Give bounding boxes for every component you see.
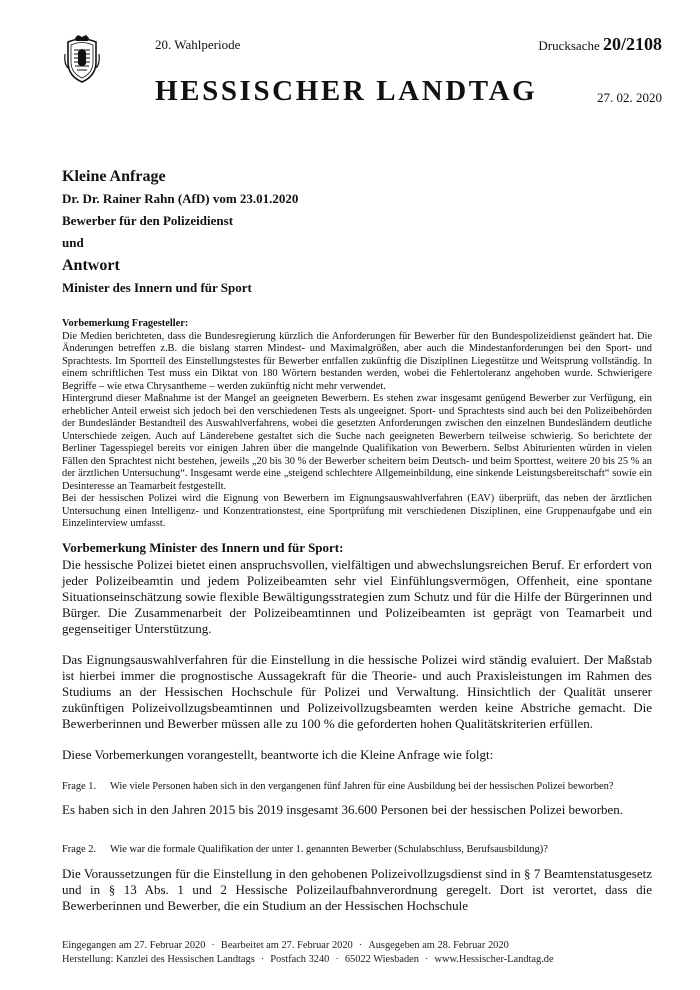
footer-edited: Bearbeitet am 27. Februar 2020: [220, 940, 353, 951]
preface-minister-paragraph-3: Diese Vorbemerkungen vorangestellt, beantworte ich die Kleine Anfrage wie folgt:: [62, 746, 494, 762]
question-2: [62, 844, 652, 857]
document-date: 27. 02. 2020: [597, 90, 662, 105]
answer-2: Die Voraussetzungen für die Einstellung in den gehobenen Polizeivollzugsdienst sind in § 7 Beamtenstatusgesetz und in § 13 Abs. 1 und 2 Hessische Polizeilaufbahnverordnung geregelt. Dort ist verortet, dass die Bewerberinnen und Bewerber, die ein Studium an der Hessischen Hochschule: [62, 865, 652, 913]
hesse-coat-of-arms-icon: [62, 34, 102, 84]
footer-separator: ·: [211, 940, 215, 951]
footer-postbox: Postfach 3240: [270, 954, 330, 965]
footer-received: Eingegangen am 27. Februar 2020: [62, 940, 206, 951]
footer-issued: Ausgegeben am 28. Februar 2020: [368, 940, 509, 951]
footer-separator: ·: [358, 940, 363, 951]
question-1-number: Frage 1.: [62, 780, 97, 792]
document-and: und: [62, 235, 84, 250]
minister-title: Minister des Innern und für Sport: [62, 280, 252, 295]
preface-minister-label: Vorbemerkung Minister des Innern und für Sport:: [62, 539, 344, 555]
preface-questioner-label: Vorbemerkung Fragesteller:: [62, 318, 189, 329]
footer-city: 65022 Wiesbaden: [344, 954, 419, 965]
legislative-period: 20. Wahlperiode: [155, 37, 241, 52]
footer-website[interactable]: www.Hessischer-Landtag.de: [434, 954, 554, 965]
footer-separator: ·: [335, 954, 339, 965]
question-2-text: Wie war die formale Qualifikation der unter 1. genannten Bewerber (Schulabschluss, Berufsausbildung)?: [110, 844, 548, 855]
question-1: [62, 781, 652, 794]
preface-minister: [62, 540, 652, 763]
preface-questioner-paragraph-1: Die Medien berichteten, dass die Bundesregierung kürzlich die Anforderungen für Bewerber für den Bundespolizeidienst geändert hat. Die Änderungen betreffen z.B. die bislang starren Mindest- und Maximalgrößen, aber auch die Mindestanforderungen bei den Sport- und Sprachtests. Im Sportteil des Einstellungstestes für Bewerber entfallen zukünftig die Disziplinen Liegestütze und Weitsprung vollständig. In einem schriftlichen Test muss ein Diktat von 180 Wörtern bestanden werden, wobei die Fehlertoleranz angehoben wurde. Schwierigere Begriffe – wie etwa Chrysantheme – werden zukünftig nicht mehr verwendet.: [62, 330, 652, 392]
document-body: [62, 318, 652, 914]
footer-dates: [62, 939, 554, 953]
document-subject: Bewerber für den Polizeidienst: [62, 213, 234, 228]
document-footer: [62, 939, 554, 967]
preface-minister-paragraph-2: Das Eignungsauswahlverfahren für die Einstellung in die hessische Polizei wird ständig evaluiert. Der Maßstab ist hierbei immer die prognostische Aussagekraft für die Theorie- und auch Praxisleistungen im Rahmen des Studiums an der Hessischen Hochschule für Polizei und Verwaltung. Hinsichtlich der Qualität unserer zukünftigen Polizeivollzugsbeamtinnen und Polizeivollzugsbeamten werden keine Abstriche gemacht. Die Bewerberinnen und Bewerber müssen alle zu 100 % die geforderten hohen Qualitätskriterien erfüllen.: [62, 651, 652, 731]
footer-separator: ·: [425, 954, 429, 965]
drucksache: [538, 34, 662, 55]
answer-heading: Antwort: [62, 257, 120, 274]
footer-production: Herstellung: Kanzlei des Hessischen Landtags: [62, 954, 255, 965]
preface-minister-paragraph-1: Die hessische Polizei bietet einen anspruchsvollen, vielfältigen und abwechslungsreichen Beruf. Er erfordert von jeder Polizeibeamtin und jedem Polizeibeamten sehr viel Einfühlungsvermögen, Offenheit, eine spontane Situationseinschätzung sowie flexible Bewältigungsstrategien zum Schutz und für die Hilfe der Bürgerinnen und Bürger. Die Zusammenarbeit der Polizeibeamtinnen und Polizeibeamten ist geprägt von Teamarbeit und gegenseitiger Unterstützung.: [62, 556, 652, 636]
drucksache-label: Drucksache: [538, 38, 600, 53]
document-heading: [62, 168, 652, 302]
question-1-text: Wie viele Personen haben sich in den vergangenen fünf Jahren für eine Ausbildung bei der hessischen Polizei beworben?: [110, 780, 614, 792]
preface-questioner-paragraph-2: Hintergrund dieser Maßnahme ist der Mangel an geeigneten Bewerbern. Es stehen zwar insgesamt genügend Bewerber zur Verfügung, ein erheblicher Anteil erweist sich jedoch bei den verschiedenen Tests als ungeeignet. Sport- und Sprachtests sind auch bei den Polizeibehörden der Bundesländer Bestandteil des Auswahlverfahrens, wobei die gesetzten Anforderungen zwischen den einzelnen Bundesländern deutliche Unterschiede zeigen. Auch auf Länderebene gestaltet sich die Suche nach geeigneten Bewerbern teilweise schwierig. So berichtete der Berliner Tagesspiegel bereits vor einigen Jahren über die mangelnde Qualifikation von Bewerbern. Selbst Abiturienten würden in vielen Fällen den Sprachtest nicht bestehen, jeweils „20 bis 30 % der Bewerber scheitern beim Deutsch- und beim Sporttest, weitere 20 bis 25 % an der ärztlichen Untersuchung“. Insgesamt werde eine „steigend schlechtere Allgemeinbildung, eine sinkende Leistungsbereitschaft“ sowie ein Desinteresse an Teamarbeit festgestellt.: [62, 393, 652, 492]
parliament-name: HESSISCHER LANDTAG: [155, 75, 538, 107]
question-2-number: Frage 2.: [62, 844, 97, 855]
footer-separator: ·: [260, 954, 265, 965]
preface-questioner-paragraph-3: Bei der hessischen Polizei wird die Eignung von Bewerbern im Eignungsauswahlverfahren (EAV) überprüft, das neben der ärztlichen Untersuchung einen Intelligenz- und Konzentrationstest, eine Sportprüfung mit verschiedenen Disziplinen, eine Gruppenaufgabe und ein Einzelinterview umfasst.: [62, 493, 652, 529]
document-author: Dr. Dr. Rainer Rahn (AfD) vom 23.01.2020: [62, 191, 299, 206]
drucksache-number: 20/2108: [602, 34, 662, 54]
footer-imprint: [62, 953, 554, 967]
answer-1: Es haben sich in den Jahren 2015 bis 2019 insgesamt 36.600 Personen bei der hessischen Polizei beworben.: [62, 802, 624, 817]
preface-questioner: [62, 318, 652, 531]
document-type: Kleine Anfrage: [62, 168, 166, 185]
